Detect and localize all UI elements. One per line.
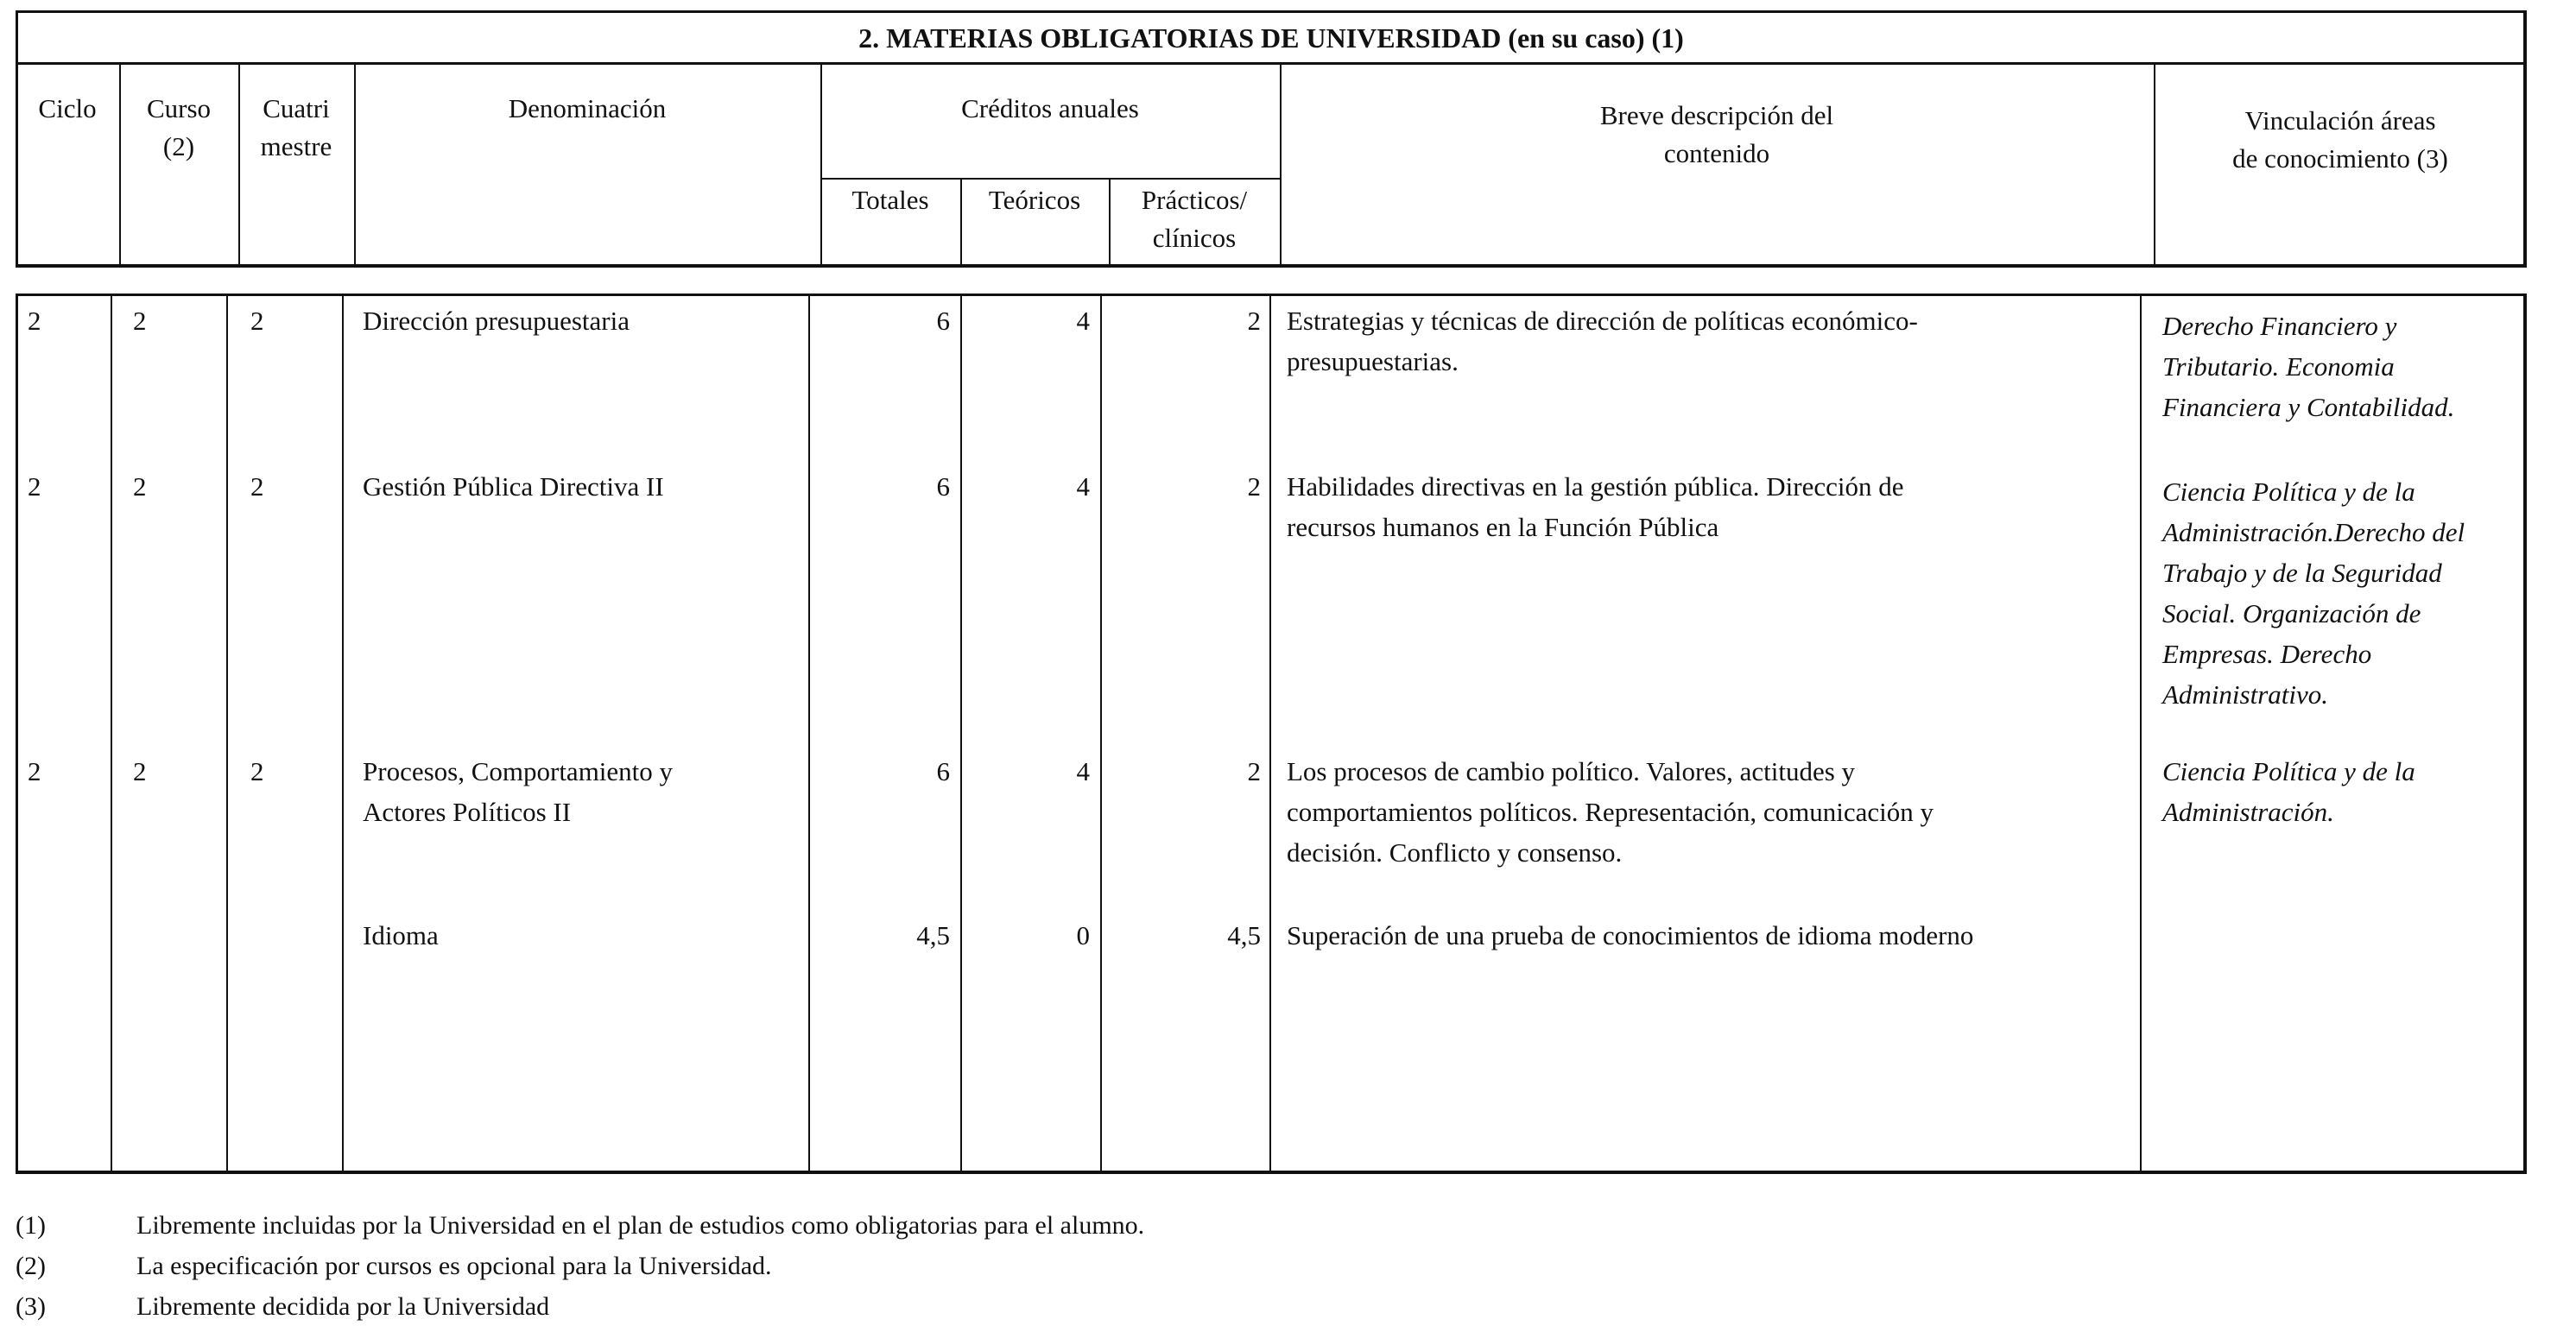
footnote-mark: (1) xyxy=(16,1211,46,1240)
header-teoricos: Teóricos xyxy=(988,185,1081,215)
footnote xyxy=(16,1209,1144,1243)
cell-vinculacion-line: Administración. xyxy=(2162,797,2334,827)
cell-vinculacion-line: Ciencia Política y de la xyxy=(2162,477,2415,507)
cell-descripcion-line: decisión. Conflicto y consenso. xyxy=(1287,837,1623,868)
header-practicos-line1: Prácticos/ xyxy=(1141,185,1248,215)
header-ciclo: Ciclo xyxy=(38,93,97,123)
cell-denominacion-line: Procesos, Comportamiento y xyxy=(363,756,674,786)
cell-vinculacion-line: Administración.Derecho del xyxy=(2162,517,2465,547)
table-title: 2. MATERIAS OBLIGATORIAS DE UNIVERSIDAD (en su caso) (1) xyxy=(858,22,1684,54)
body-border xyxy=(16,294,2527,1174)
col-divider xyxy=(2140,294,2142,1174)
body-table xyxy=(16,294,2527,1174)
header-practicos-line2: clínicos xyxy=(1152,223,1237,253)
col-divider xyxy=(226,294,228,1174)
cell-ciclo: 2 xyxy=(28,756,41,786)
footnote xyxy=(16,1290,549,1324)
header-totales: Totales xyxy=(851,185,929,215)
header-denominacion: Denominación xyxy=(508,93,667,123)
header-cuatrimestre-line2: mestre xyxy=(260,131,332,161)
cell-denominacion xyxy=(363,300,794,341)
cell-vinculacion-line: Empresas. Derecho xyxy=(2162,639,2372,669)
cell-curso: 2 xyxy=(133,306,147,336)
footnote-text: La especificación por cursos es opcional para la Universidad. xyxy=(136,1252,772,1280)
cell-denominacion-line: Actores Políticos II xyxy=(363,797,572,827)
header-creditos: Créditos anuales xyxy=(961,93,1139,123)
creditos-subdivider xyxy=(820,178,1280,180)
cell-descripcion-line: comportamientos políticos. Representación, comunicación y xyxy=(1287,797,1934,827)
cell-ciclo: 2 xyxy=(28,306,41,336)
cell-curso: 2 xyxy=(133,471,147,502)
col-divider xyxy=(342,294,344,1174)
cell-cuatrimestre: 2 xyxy=(250,756,264,786)
cell-descripcion xyxy=(1287,466,2133,547)
title-divider xyxy=(16,62,2527,65)
cell-descripcion xyxy=(1287,751,2133,873)
cell-descripcion-line: recursos humanos en la Función Pública xyxy=(1287,512,1719,542)
cell-totales: 4,5 xyxy=(916,920,950,950)
cell-teoricos: 4 xyxy=(1076,756,1090,786)
cell-totales: 6 xyxy=(936,756,950,786)
footnote-mark: (3) xyxy=(16,1292,46,1321)
cell-vinculacion-line: Financiera y Contabilidad. xyxy=(2162,392,2455,422)
header-curso-line2: (2) xyxy=(162,131,195,161)
col-divider xyxy=(1269,294,1271,1174)
header-cuatrimestre-line1: Cuatri xyxy=(263,93,330,123)
cell-descripcion-line: Superación de una prueba de conocimientos de idioma moderno xyxy=(1287,920,1974,950)
cell-curso: 2 xyxy=(133,756,147,786)
cell-vinculacion-line: Ciencia Política y de la xyxy=(2162,756,2415,786)
cell-denominacion-line: Dirección presupuestaria xyxy=(363,306,630,336)
cell-vinculacion-line: Social. Organización de xyxy=(2162,598,2421,628)
header-curso xyxy=(119,90,238,166)
footnote-text: Libremente decidida por la Universidad xyxy=(136,1292,550,1321)
cell-vinculacion xyxy=(2162,306,2525,427)
header-practicos xyxy=(1109,181,1280,257)
cell-descripcion-line: presupuestarias. xyxy=(1287,346,1459,376)
footnote-mark: (2) xyxy=(16,1252,46,1280)
cell-descripcion-line: Habilidades directivas en la gestión pública. Dirección de xyxy=(1287,471,1904,502)
header-curso-line1: Curso xyxy=(146,93,212,123)
cell-descripcion-line: Los procesos de cambio político. Valores, actitudes y xyxy=(1287,756,1856,786)
cell-descripcion xyxy=(1287,915,2133,956)
cell-vinculacion-line: Trabajo y de la Seguridad xyxy=(2162,558,2442,588)
cell-denominacion-line: Gestión Pública Directiva II xyxy=(363,471,664,502)
cell-cuatrimestre: 2 xyxy=(250,471,264,502)
cell-vinculacion-line: Tributario. Economia xyxy=(2162,351,2395,382)
header-descripcion-line2: contenido xyxy=(1663,138,1770,168)
cell-descripcion xyxy=(1287,300,2133,382)
header-vinculacion-line2: de conocimiento (3) xyxy=(2232,143,2448,174)
cell-practicos: 2 xyxy=(1247,471,1261,502)
cell-practicos: 4,5 xyxy=(1227,920,1261,950)
header-vinculacion xyxy=(2154,102,2527,178)
cell-denominacion xyxy=(363,751,794,832)
col-divider xyxy=(1100,294,1102,1174)
header-vinculacion-line1: Vinculación áreas xyxy=(2244,105,2436,136)
cell-cuatrimestre: 2 xyxy=(250,306,264,336)
cell-denominacion xyxy=(363,466,794,507)
cell-denominacion-line: Idioma xyxy=(363,920,439,950)
footnote xyxy=(16,1249,772,1284)
cell-practicos: 2 xyxy=(1247,756,1261,786)
cell-ciclo: 2 xyxy=(28,471,41,502)
footnote-text: Libremente incluidas por la Universidad en el plan de estudios como obligatorias para el alumno. xyxy=(136,1211,1145,1240)
header-table xyxy=(16,10,2527,268)
cell-vinculacion xyxy=(2162,471,2525,715)
cell-vinculacion-line: Derecho Financiero y xyxy=(2162,311,2397,341)
cell-vinculacion-line: Administrativo. xyxy=(2162,679,2329,710)
cell-descripcion-line: Estrategias y técnicas de dirección de políticas económico- xyxy=(1287,306,1918,336)
cell-vinculacion xyxy=(2162,751,2525,832)
header-cuatrimestre xyxy=(238,90,354,166)
col-divider xyxy=(111,294,112,1174)
cell-teoricos: 4 xyxy=(1076,471,1090,502)
cell-teoricos: 0 xyxy=(1076,920,1090,950)
col-divider xyxy=(960,294,962,1174)
header-descripcion-line1: Breve descripción del xyxy=(1599,100,1834,130)
cell-teoricos: 4 xyxy=(1076,306,1090,336)
col-divider xyxy=(808,294,810,1174)
cell-practicos: 2 xyxy=(1247,306,1261,336)
cell-denominacion xyxy=(363,915,794,956)
cell-totales: 6 xyxy=(936,306,950,336)
header-descripcion xyxy=(1280,97,2154,173)
cell-totales: 6 xyxy=(936,471,950,502)
